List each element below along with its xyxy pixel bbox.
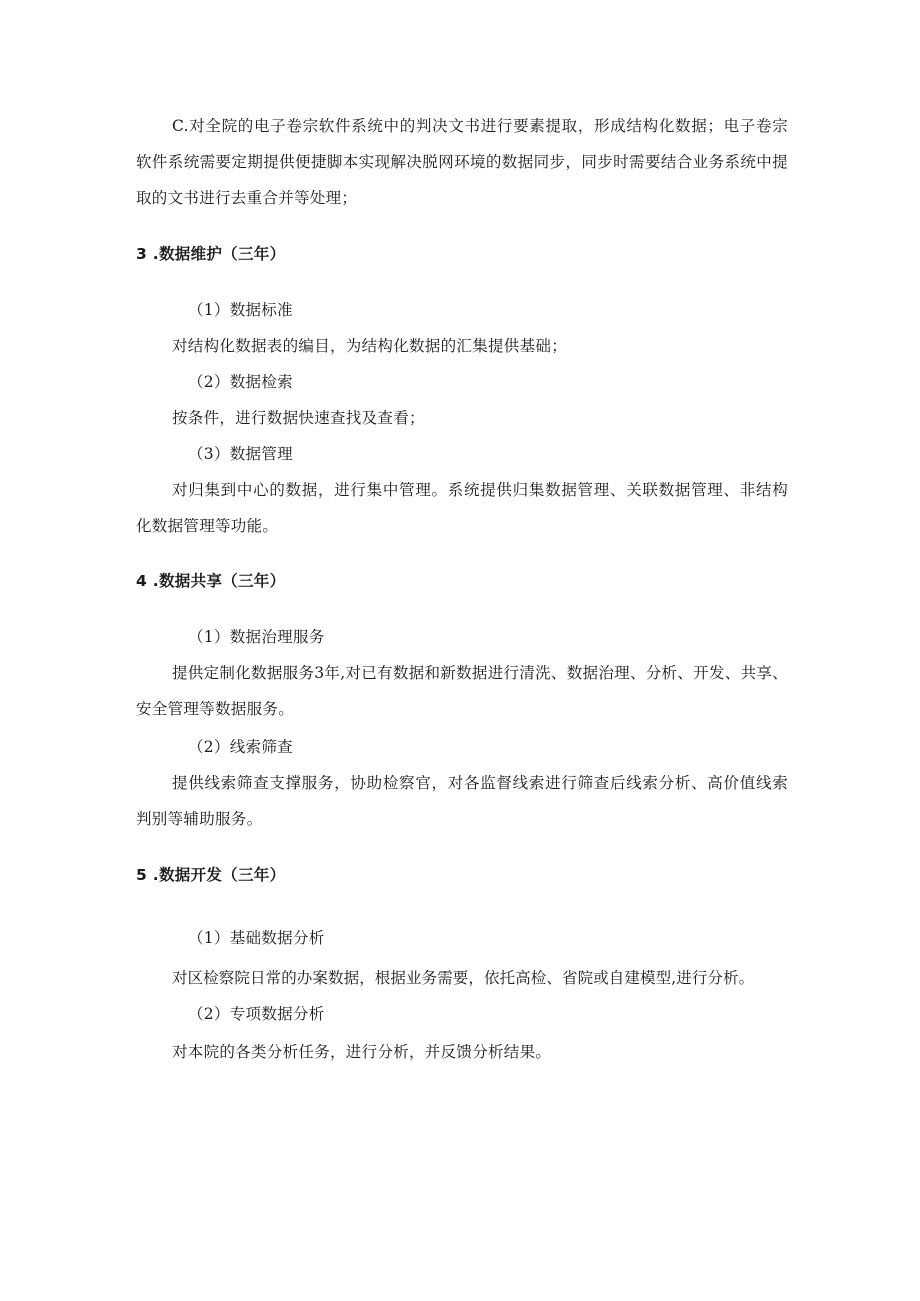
section-4-heading: 4 .数据共享（三年） xyxy=(136,572,286,590)
section-4-item-2-title: （2）线索筛查 xyxy=(188,738,293,756)
section-3-item-3-title: （3）数据管理 xyxy=(188,445,293,463)
section-5-item-2-title: （2）专项数据分析 xyxy=(188,1005,325,1023)
section-3-item-1-title: （1）数据标准 xyxy=(188,301,293,319)
section-5-item-1-body: 对区检察院日常的办案数据，根据业务需要，依托高检、省院或自建模型,进行分析。 xyxy=(172,969,755,987)
section-3-item-3-body: 对归集到中心的数据，进行集中管理。系统提供归集数据管理、关联数据管理、非结构化数据管理等功能。 xyxy=(136,481,788,535)
section-3-item-1-body: 对结构化数据表的编目，为结构化数据的汇集提供基础； xyxy=(172,337,568,355)
section-5-item-1-title: （1）基础数据分析 xyxy=(188,929,325,947)
section-3-heading: 3 .数据维护（三年） xyxy=(136,245,286,263)
section-4-item-2-body: 提供线索筛查支撑服务，协助检察官，对各监督线索进行筛查后线索分析、高价值线索判别等辅助服务。 xyxy=(136,774,788,828)
section-4-item-1-body: 提供定制化数据服务3年,对已有数据和新数据进行清洗、数据治理、分析、开发、共享、安全管理等数据服务。 xyxy=(136,664,788,718)
section-3-item-2-title: （2）数据检索 xyxy=(188,373,293,391)
section-5-item-2-body: 对本院的各类分析任务，进行分析，并反馈分析结果。 xyxy=(172,1043,552,1061)
section-3-item-2-body: 按条件，进行数据快速查找及查看； xyxy=(172,409,425,427)
section-4-item-1-title: （1）数据治理服务 xyxy=(188,628,325,646)
section-5-heading: 5 .数据开发（三年） xyxy=(136,866,286,884)
paragraph-c: C.对全院的电子卷宗软件系统中的判决文书进行要素提取，形成结构化数据；电子卷宗软件系统需要定期提供便捷脚本实现解决脱网环境的数据同步，同步时需要结合业务系统中提取的文书进行去重合并等处理； xyxy=(136,117,788,207)
